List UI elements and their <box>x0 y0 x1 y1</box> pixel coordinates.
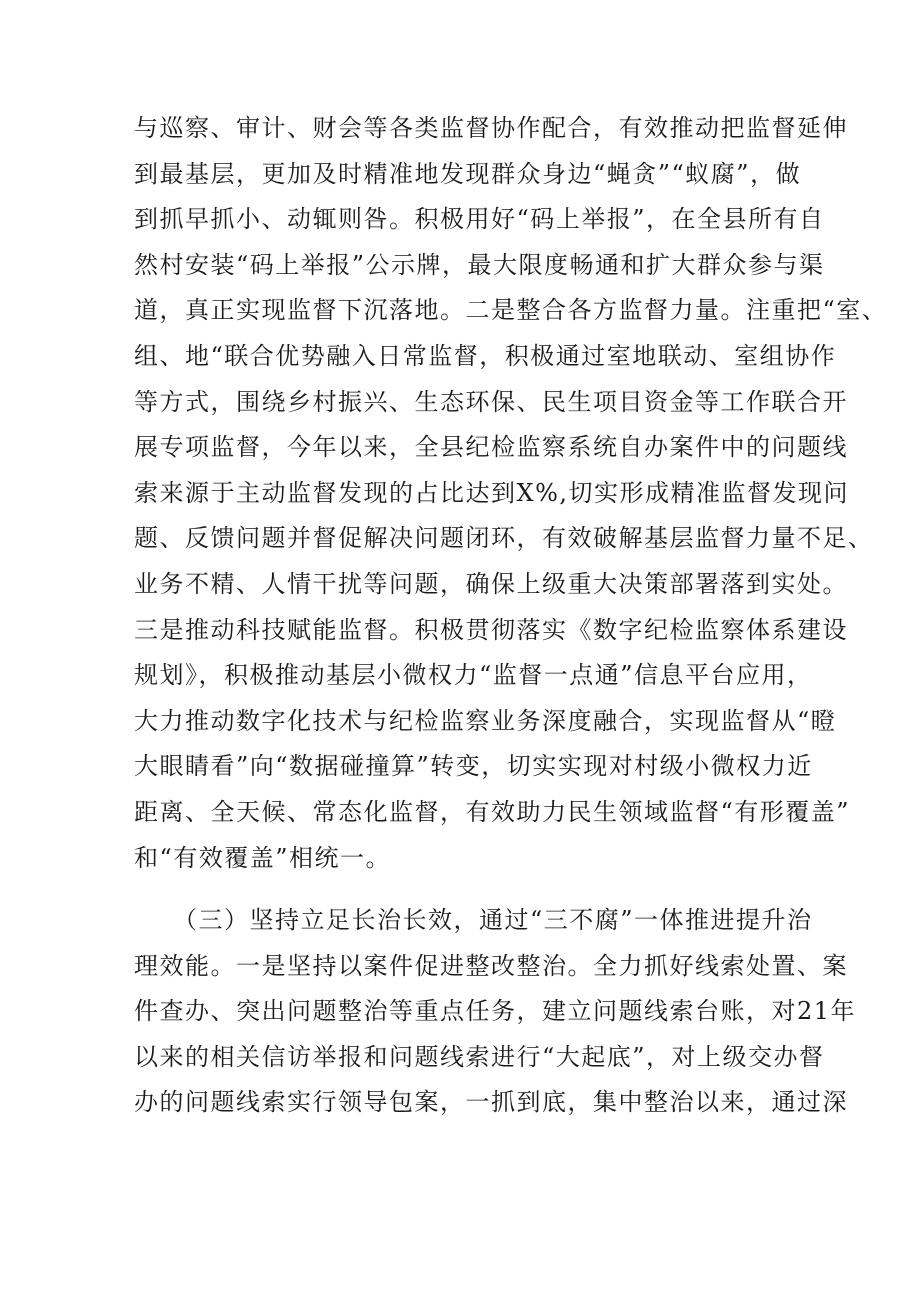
text-line: 组、地“联合优势融入日常监督，积极通过室地联动、室组协作 <box>134 341 837 370</box>
text-line: 题、反馈问题并督促解决问题闭环，有效破解基层监督力量不足、 <box>134 524 874 553</box>
body-paragraph-1 <box>134 106 888 881</box>
text-line: 办的问题线索实行领导包案，一抓到底，集中整治以来，通过深 <box>134 1088 848 1117</box>
text-line: 到最基层，更加及时精准地发现群众身边“蝇贪”“蚁腐”，做 <box>134 159 802 188</box>
text-line: 展专项监督，今年以来，全县纪检监察系统自办案件中的问题线 <box>134 433 848 462</box>
body-paragraph-2 <box>134 898 857 1126</box>
text-line: 道，真正实现监督下沉落地。二是整合各方监督力量。注重把“室、 <box>134 296 888 325</box>
text-line: 索来源于主动监督发现的占比达到X%,切实形成精准监督发现问 <box>134 478 850 507</box>
text-line: 以来的相关信访举报和问题线索进行“大起底”，对上级交办督 <box>134 1042 825 1071</box>
text-line: 三是推动科技赋能监督。积极贯彻落实《数字纪检监察体系建设 <box>134 615 848 644</box>
text-line: 到抓早抓小、动辄则咎。积极用好“码上举报”，在全县所有自 <box>134 205 825 234</box>
text-line: 件查办、突出问题整治等重点任务，建立问题线索台账，对21年 <box>134 997 857 1026</box>
text-line: （三）坚持立足长治长效，通过“三不腐”一体推进提升治 <box>134 906 813 934</box>
text-line: 距离、全天候、常态化监督，有效助力民生领域监督“有形覆盖” <box>134 797 851 826</box>
text-line: 理效能。一是坚持以案件促进整改整治。全力抓好线索处置、案 <box>134 951 848 980</box>
text-line: 规划》，积极推动基层小微权力“监督一点通”信息平台应用， <box>134 661 813 690</box>
text-line: 和“有效覆盖”相统一。 <box>134 843 392 872</box>
text-line: 业务不精、人情干扰等问题，确保上级重大决策部署落到实处。 <box>134 569 848 598</box>
text-line: 与巡察、审计、财会等各类监督协作配合，有效推动把监督延伸 <box>134 114 848 142</box>
text-line: 大力推动数字化技术与纪检监察业务深度融合，实现监督从“瞪 <box>134 706 837 735</box>
text-line: 等方式，围绕乡村振兴、生态环保、民生项目资金等工作联合开 <box>134 387 848 416</box>
text-line: 然村安装“码上举报”公示牌，最大限度畅通和扩大群众参与渠 <box>134 250 825 279</box>
text-line: 大眼睛看”向“数据碰撞算”转变，切实实现对村级小微权力近 <box>134 752 813 781</box>
